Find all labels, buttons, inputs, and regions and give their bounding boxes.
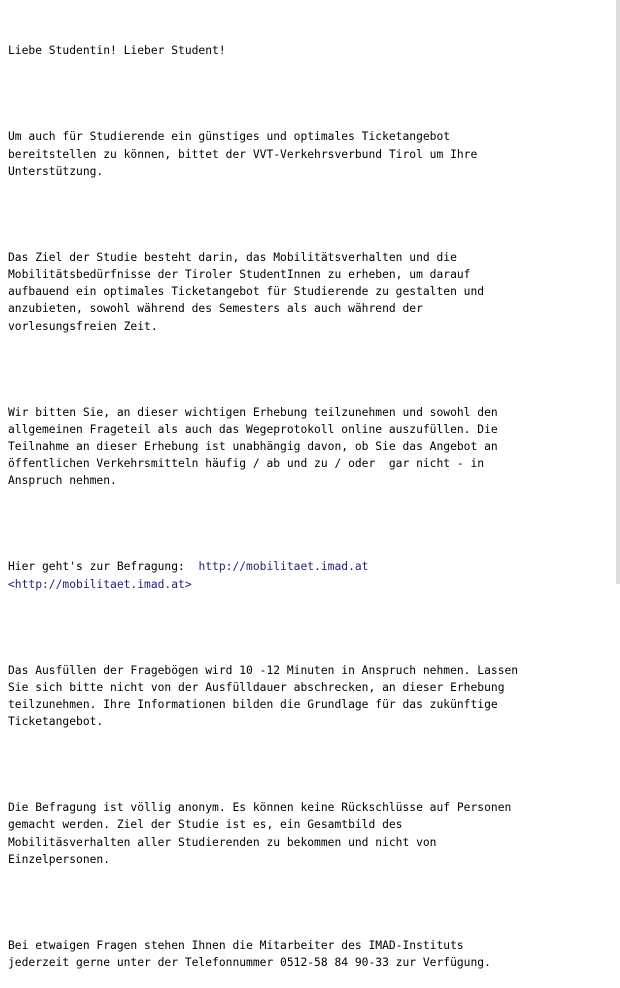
survey-link[interactable]: http://mobilitaet.imad.at [198,560,369,574]
survey-link-bracketed[interactable]: <http://mobilitaet.imad.at> [8,577,192,591]
paragraph-intro [8,128,608,180]
email-body [8,8,608,988]
text-line: Die Befragung ist völlig anonym. Es können keine Rückschlüsse auf Personen [8,801,512,815]
text-line: Wir bitten Sie, an dieser wichtigen Erhebung teilzunehmen und sowohl den [8,405,498,419]
text-line: aufbauend ein optimales Ticketangebot für Studierende zu gestalten und [8,285,485,299]
text-line: anzubieten, sowohl während des Semesters als auch während der [8,302,423,316]
text-line: Mobilitätsbedürfnisse der Tiroler StudentInnen zu erheben, um darauf [8,268,471,282]
text-line: öffentlichen Verkehrsmitteln häufig / ab und zu / oder gar nicht - in [8,457,485,471]
text-line: Um auch für Studierende ein günstiges und optimales Ticketangebot [8,130,451,144]
text-line: Ticketangebot. [8,715,104,729]
text-line: allgemeinen Frageteil als auch das Wegeprotokoll online auszufüllen. Die [8,422,498,436]
text-line: Sie sich bitte nicht von der Ausfülldauer abschrecken, an dieser Erhebung [8,680,505,694]
paragraph-goal [8,249,608,335]
text-line: Mobilitäsverhalten aller Studierenden zu bekommen und nicht von [8,835,437,849]
paragraph-duration [8,662,608,731]
greeting: Liebe Studentin! Lieber Student! [8,44,226,58]
text-line: Teilnahme an dieser Erhebung ist unabhängig davon, ob Sie das Angebot an [8,440,498,454]
text-line: gemacht werden. Ziel der Studie ist es, ein Gesamtbild des [8,818,403,832]
paragraph-anonymity [8,799,608,868]
text-line: Einzelpersonen. [8,852,111,866]
text-line: teilzunehmen. Ihre Informationen bilden die Grundlage für das zukünftige [8,698,498,712]
text-line: vorlesungsfreien Zeit. [8,319,158,333]
text-line: bereitstellen zu können, bittet der VVT-Verkehrsverbund Tirol um Ihre [8,147,478,161]
window-edge [616,0,620,584]
text-line: Anspruch nehmen. [8,474,117,488]
text-line: Das Ausfüllen der Fragebögen wird 10 -12 Minuten in Anspruch nehmen. Lassen [8,663,519,677]
text-line: Unterstützung. [8,164,104,178]
paragraph-request [8,404,608,490]
paragraph-contact [8,937,608,971]
text-line: Das Ziel der Studie besteht darin, das Mobilitätsverhalten und die [8,250,457,264]
survey-prefix: Hier geht's zur Befragung: [8,560,199,574]
text-line: jederzeit gerne unter der Telefonnummer 0512-58 84 90-33 zur Verfügung. [8,956,491,970]
text-line: Bei etwaigen Fragen stehen Ihnen die Mitarbeiter des IMAD-Instituts [8,938,464,952]
paragraph-survey-link [8,558,608,592]
